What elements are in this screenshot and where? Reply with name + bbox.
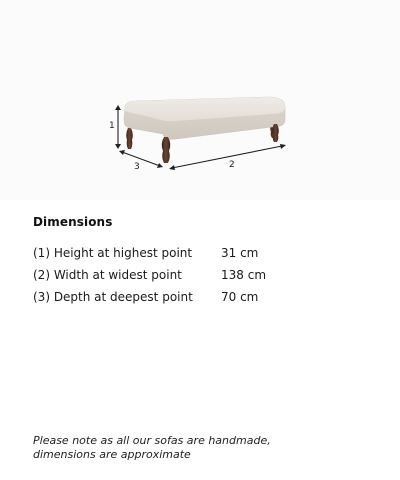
front-leg-right [272, 124, 279, 142]
dimension-value: 138 cm [221, 268, 267, 282]
dimension-label: (1) Height at highest point [33, 246, 193, 260]
back-leg-left [126, 128, 133, 149]
dimension-label-1: 1 [109, 121, 115, 131]
dimension-value: 70 cm [221, 290, 259, 304]
width-arrow [169, 144, 286, 170]
product-image [0, 0, 400, 200]
dimension-row-height [33, 244, 373, 266]
dimension-value: 31 cm [221, 246, 259, 260]
footstool-illustration [0, 0, 400, 200]
height-arrow [115, 105, 121, 149]
dimension-label: (3) Depth at deepest point [33, 290, 193, 304]
dimension-row-depth [33, 288, 373, 310]
depth-arrow [119, 150, 163, 168]
dimensions-list [33, 244, 373, 310]
front-leg-left [162, 137, 171, 163]
dimension-label: (2) Width at widest point [33, 268, 182, 282]
dimension-label-2: 2 [229, 160, 235, 170]
dimension-label-3: 3 [134, 162, 140, 172]
dimension-row-width [33, 266, 373, 288]
dimensions-heading: Dimensions [33, 215, 113, 229]
handmade-note: Please note as all our sofas are handmade, dimensions are approximate [33, 434, 271, 461]
